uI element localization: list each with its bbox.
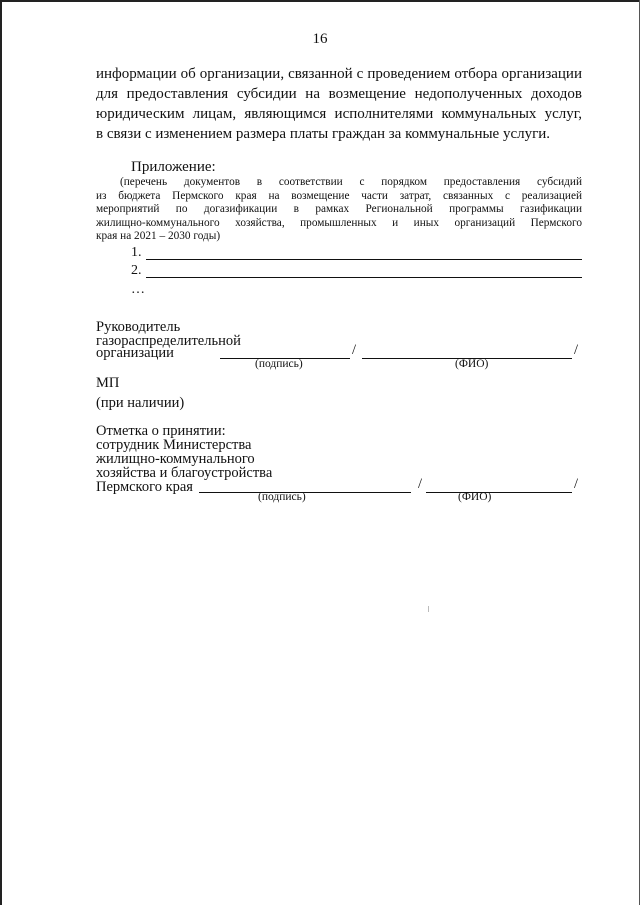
paragraph-line: в связи с изменением размера платы граждан за коммунальные услуги.	[96, 126, 551, 142]
paragraph-line: юридическим лицам, являющимся исполнителями коммунальных услуг,	[96, 106, 582, 122]
scan-edge-left	[0, 0, 2, 905]
signer-title-line: организации	[96, 345, 174, 361]
list-item-2-blank-line	[146, 277, 582, 278]
appendix-note-line: из бюджета Пермского края на возмещение части затрат, связанных с реализацией	[96, 189, 582, 202]
appendix-note-line: мероприятий по догазификации в рамках Региональной программы газификации	[96, 203, 582, 216]
list-item-ellipsis: …	[131, 282, 145, 297]
appendix-title: Приложение:	[131, 159, 216, 175]
signer-title-line: Руководитель	[96, 319, 181, 335]
list-item-1-blank-line	[146, 259, 582, 260]
acceptance-line: хозяйства и благоустройства	[96, 465, 273, 481]
separator-slash: /	[418, 476, 423, 492]
acceptance-line: сотрудник Министерства	[96, 437, 252, 453]
signature-caption: (подпись)	[258, 491, 306, 503]
acceptance-line: жилищно-коммунального	[96, 451, 255, 467]
list-item-1-number: 1.	[131, 245, 142, 260]
acceptance-line: Пермского края	[96, 479, 193, 495]
page-number: 16	[312, 31, 328, 47]
separator-slash: /	[574, 342, 579, 358]
acceptance-line: Отметка о принятии:	[96, 423, 226, 439]
separator-slash: /	[574, 476, 579, 492]
name-caption: (ФИО)	[458, 491, 492, 503]
paragraph-line: для предоставления субсидии на возмещение недополученных доходов	[96, 86, 582, 102]
scan-edge-top	[0, 0, 640, 2]
appendix-note-line: (перечень документов в соответствии с порядком предоставления субсидий	[120, 176, 582, 188]
scan-artifact	[428, 606, 429, 612]
appendix-note	[96, 176, 582, 244]
body-paragraph	[96, 64, 582, 144]
list-item-2-number: 2.	[131, 263, 142, 278]
separator-slash: /	[352, 342, 357, 358]
name-caption: (ФИО)	[455, 358, 489, 370]
name-blank-line	[426, 492, 572, 493]
appendix-note-line: края на 2021 – 2030 годы)	[96, 230, 221, 243]
signature-caption: (подпись)	[255, 358, 303, 370]
appendix-note-line: жилищно-коммунального хозяйства, промышленных и иных организаций Пермского	[96, 216, 582, 229]
signer-title-line: газораспределительной	[96, 333, 241, 349]
stamp-note: (при наличии)	[96, 395, 185, 411]
paragraph-line: информации об организации, связанной с проведением отбора организации	[96, 66, 582, 82]
stamp-label: МП	[96, 375, 120, 391]
